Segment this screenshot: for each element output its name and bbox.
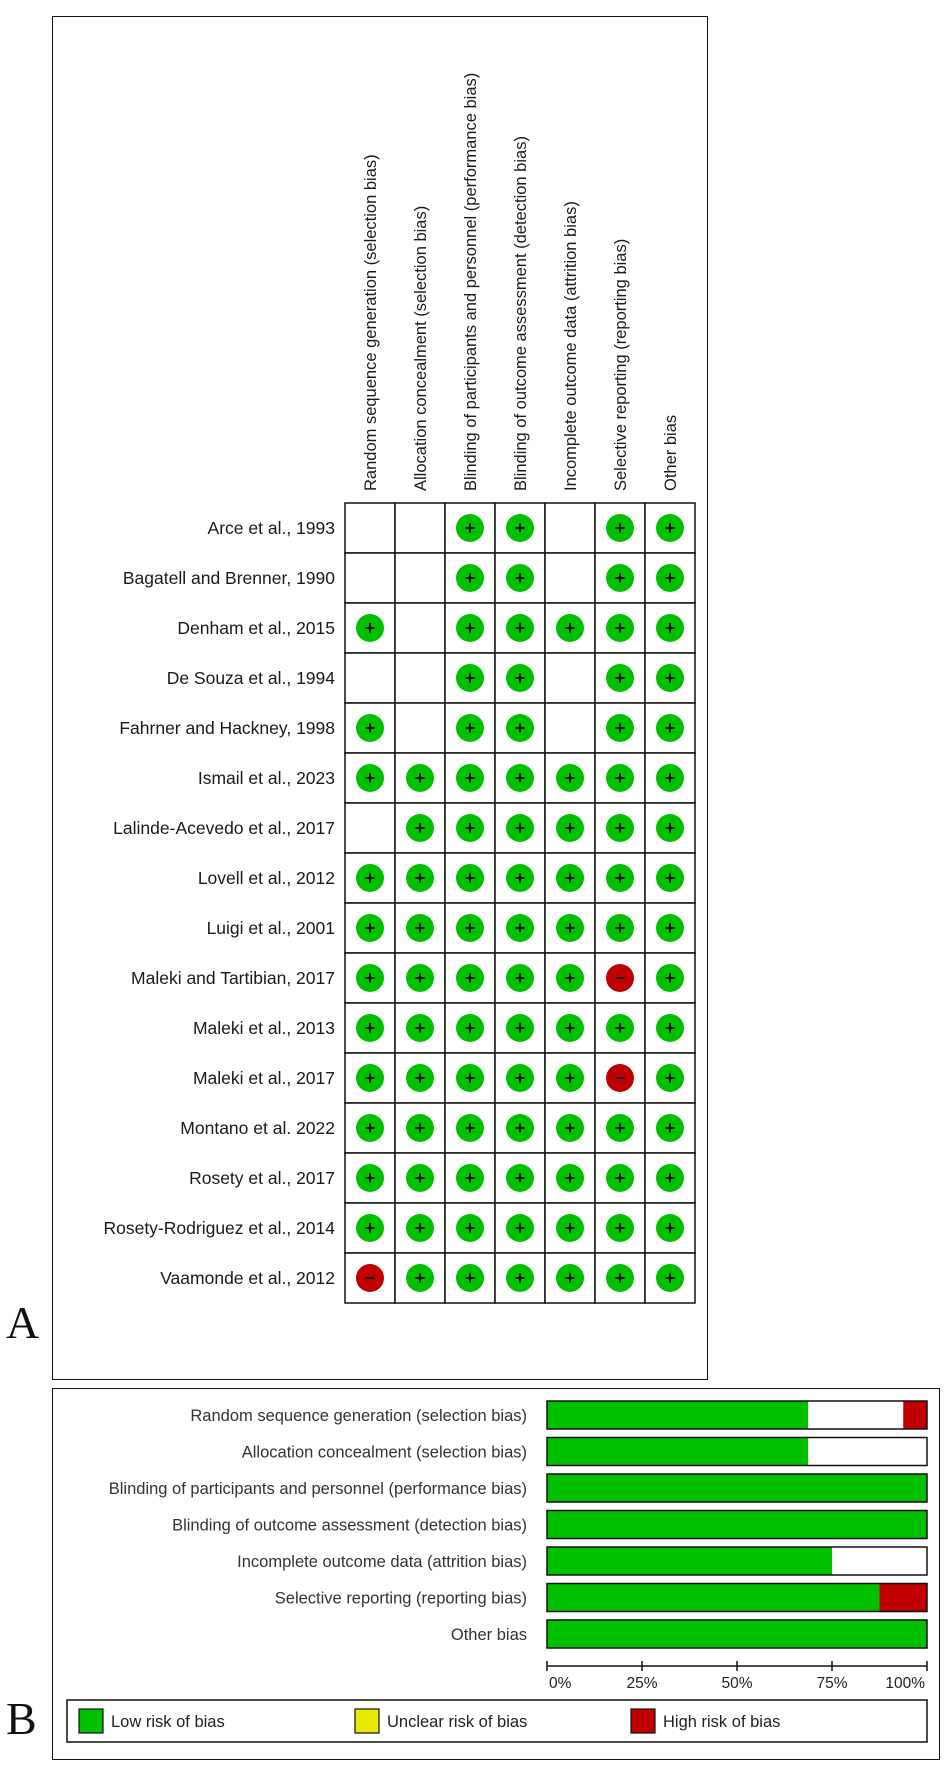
legend-swatch [355, 1709, 379, 1733]
risk-symbol: + [464, 868, 476, 888]
risk-symbol: + [514, 568, 526, 588]
risk-symbol: + [614, 718, 626, 738]
risk-symbol: + [514, 718, 526, 738]
risk-symbol: + [564, 968, 576, 988]
domain-label: Selective reporting (reporting bias) [274, 1589, 527, 1608]
risk-symbol: + [564, 618, 576, 638]
risk-symbol: + [614, 1168, 626, 1188]
risk-symbol: + [614, 668, 626, 688]
risk-symbol: + [564, 818, 576, 838]
risk-symbol: + [414, 1118, 426, 1138]
risk-symbol: + [564, 1268, 576, 1288]
risk-symbol: + [464, 818, 476, 838]
risk-symbol: + [514, 1168, 526, 1188]
risk-symbol: + [564, 868, 576, 888]
risk-symbol: + [664, 1268, 676, 1288]
risk-symbol: + [664, 518, 676, 538]
bar-segment [547, 1584, 880, 1612]
risk-symbol: + [364, 1168, 376, 1188]
risk-of-bias-summary-chart [53, 17, 709, 1381]
bar-segment [547, 1620, 927, 1648]
risk-symbol: + [514, 1268, 526, 1288]
risk-symbol: − [364, 1268, 376, 1288]
risk-symbol: + [664, 1218, 676, 1238]
grid-cell [345, 503, 395, 553]
study-label: De Souza et al., 1994 [166, 668, 335, 688]
risk-symbol: + [614, 1268, 626, 1288]
study-label: Rosety et al., 2017 [189, 1168, 335, 1188]
grid-cell [395, 603, 445, 653]
risk-symbol: + [364, 768, 376, 788]
risk-symbol: + [514, 768, 526, 788]
x-tick-label: 50% [721, 1675, 753, 1692]
domain-label: Other bias [450, 1626, 527, 1644]
grid-cell [345, 803, 395, 853]
study-label: Bagatell and Brenner, 1990 [122, 568, 335, 588]
grid-cell [545, 703, 595, 753]
grid-cell [395, 703, 445, 753]
bar-segment [547, 1401, 808, 1429]
risk-symbol: + [564, 918, 576, 938]
risk-symbol: + [464, 968, 476, 988]
risk-symbol: + [514, 1218, 526, 1238]
risk-symbol: + [414, 1268, 426, 1288]
risk-symbol: − [614, 1068, 626, 1088]
risk-symbol: + [514, 518, 526, 538]
risk-symbol: + [664, 918, 676, 938]
study-label: Arce et al., 1993 [207, 518, 335, 538]
risk-symbol: + [464, 1218, 476, 1238]
x-tick-label: 100% [885, 1675, 925, 1692]
risk-symbol: + [564, 768, 576, 788]
risk-symbol: + [564, 1018, 576, 1038]
risk-symbol: + [514, 868, 526, 888]
study-label: Luigi et al., 2001 [206, 918, 335, 938]
panel-b-label: B [6, 1693, 37, 1744]
risk-symbol: + [614, 1118, 626, 1138]
risk-symbol: + [564, 1168, 576, 1188]
risk-symbol: + [664, 568, 676, 588]
grid-cell [395, 553, 445, 603]
risk-symbol: + [664, 968, 676, 988]
risk-symbol: + [414, 868, 426, 888]
grid-cell [545, 503, 595, 553]
risk-symbol: + [464, 1068, 476, 1088]
risk-symbol: + [514, 918, 526, 938]
risk-symbol: + [664, 1018, 676, 1038]
risk-symbol: + [364, 1218, 376, 1238]
study-label: Vaamonde et al., 2012 [160, 1268, 335, 1288]
risk-symbol: + [464, 918, 476, 938]
risk-symbol: + [614, 1018, 626, 1038]
legend-label: Unclear risk of bias [387, 1713, 528, 1731]
risk-symbol: + [364, 718, 376, 738]
x-tick-label: 0% [549, 1675, 572, 1692]
risk-symbol: + [614, 768, 626, 788]
study-label: Denham et al., 2015 [177, 618, 335, 638]
risk-symbol: + [514, 818, 526, 838]
grid-cell [545, 653, 595, 703]
bar-segment [880, 1584, 928, 1612]
risk-symbol: + [564, 1118, 576, 1138]
risk-symbol: + [414, 1218, 426, 1238]
risk-symbol: + [364, 1068, 376, 1088]
risk-symbol: + [414, 1168, 426, 1188]
risk-symbol: + [464, 668, 476, 688]
risk-symbol: + [514, 1118, 526, 1138]
risk-symbol: + [664, 768, 676, 788]
risk-symbol: + [364, 1018, 376, 1038]
study-label: Maleki et al., 2013 [192, 1018, 335, 1038]
risk-symbol: + [664, 1068, 676, 1088]
risk-symbol: + [364, 918, 376, 938]
risk-symbol: + [614, 818, 626, 838]
risk-symbol: + [414, 768, 426, 788]
column-header-label: Selective reporting (reporting bias) [612, 238, 630, 491]
risk-symbol: + [464, 618, 476, 638]
grid-cell [345, 653, 395, 703]
risk-symbol: + [364, 1118, 376, 1138]
grid-cell [545, 553, 595, 603]
risk-symbol: + [664, 668, 676, 688]
risk-symbol: + [414, 1068, 426, 1088]
risk-symbol: + [664, 1168, 676, 1188]
study-label: Ismail et al., 2023 [197, 768, 335, 788]
risk-symbol: + [564, 1068, 576, 1088]
risk-symbol: + [464, 768, 476, 788]
bar-segment [808, 1401, 903, 1429]
study-label: Lalinde-Acevedo et al., 2017 [113, 818, 335, 838]
risk-symbol: + [664, 868, 676, 888]
risk-symbol: + [464, 1118, 476, 1138]
column-header-label: Blinding of outcome assessment (detection bias) [512, 136, 530, 491]
x-tick-label: 25% [626, 1675, 658, 1692]
risk-symbol: + [364, 868, 376, 888]
domain-label: Incomplete outcome data (attrition bias) [237, 1553, 527, 1571]
study-label: Rosety-Rodriguez et al., 2014 [103, 1218, 335, 1238]
domain-label: Allocation concealment (selection bias) [241, 1443, 527, 1462]
risk-symbol: + [614, 868, 626, 888]
column-header-label: Blinding of participants and personnel (performance bias) [462, 72, 480, 491]
risk-symbol: + [464, 1018, 476, 1038]
risk-of-bias-graph-chart [53, 1389, 941, 1761]
column-header-label: Allocation concealment (selection bias) [412, 205, 430, 491]
legend-swatch [79, 1709, 103, 1733]
risk-symbol: + [464, 1168, 476, 1188]
study-label: Montano et al. 2022 [180, 1118, 335, 1138]
risk-symbol: + [414, 968, 426, 988]
bar-segment [547, 1511, 927, 1539]
risk-symbol: + [464, 1268, 476, 1288]
risk-symbol: + [464, 518, 476, 538]
domain-label: Blinding of outcome assessment (detection bias) [172, 1516, 527, 1535]
risk-symbol: + [364, 968, 376, 988]
risk-symbol: + [414, 1018, 426, 1038]
domain-label: Random sequence generation (selection bias) [190, 1407, 527, 1425]
legend-label: High risk of bias [663, 1713, 781, 1731]
risk-symbol: + [664, 618, 676, 638]
risk-symbol: + [514, 1068, 526, 1088]
risk-of-bias-summary-frame [52, 16, 708, 1380]
risk-symbol: + [514, 668, 526, 688]
legend-label: Low risk of bias [111, 1713, 225, 1731]
grid-cell [395, 503, 445, 553]
legend-swatch [631, 1709, 655, 1733]
study-label: Fahrner and Hackney, 1998 [119, 718, 335, 738]
risk-of-bias-graph-frame [52, 1388, 940, 1760]
risk-symbol: + [464, 718, 476, 738]
grid-cell [395, 653, 445, 703]
risk-symbol: + [514, 1018, 526, 1038]
bar-segment [903, 1401, 927, 1429]
risk-symbol: + [514, 968, 526, 988]
risk-symbol: + [414, 818, 426, 838]
study-label: Maleki and Tartibian, 2017 [131, 968, 335, 988]
risk-symbol: + [614, 618, 626, 638]
risk-symbol: + [664, 818, 676, 838]
risk-symbol: + [614, 518, 626, 538]
bar-segment [547, 1547, 832, 1575]
grid-cell [345, 553, 395, 603]
risk-symbol: + [614, 568, 626, 588]
x-tick-label: 75% [816, 1675, 848, 1692]
column-header-label: Random sequence generation (selection bias) [362, 154, 380, 491]
risk-symbol: + [664, 718, 676, 738]
study-label: Maleki et al., 2017 [192, 1068, 335, 1088]
column-header-label: Other bias [662, 414, 680, 491]
risk-symbol: − [614, 968, 626, 988]
risk-symbol: + [614, 918, 626, 938]
study-label: Lovell et al., 2012 [197, 868, 335, 888]
risk-symbol: + [364, 618, 376, 638]
bar-segment [547, 1438, 808, 1466]
column-header-label: Incomplete outcome data (attrition bias) [562, 201, 580, 491]
risk-symbol: + [514, 618, 526, 638]
bar-segment [808, 1438, 927, 1466]
bar-segment [547, 1474, 927, 1502]
domain-label: Blinding of participants and personnel (performance bias) [108, 1480, 527, 1498]
risk-symbol: + [564, 1218, 576, 1238]
bar-segment [832, 1547, 927, 1575]
risk-symbol: + [614, 1218, 626, 1238]
risk-symbol: + [414, 918, 426, 938]
risk-symbol: + [464, 568, 476, 588]
panel-a-label: A [6, 1297, 40, 1348]
risk-symbol: + [664, 1118, 676, 1138]
